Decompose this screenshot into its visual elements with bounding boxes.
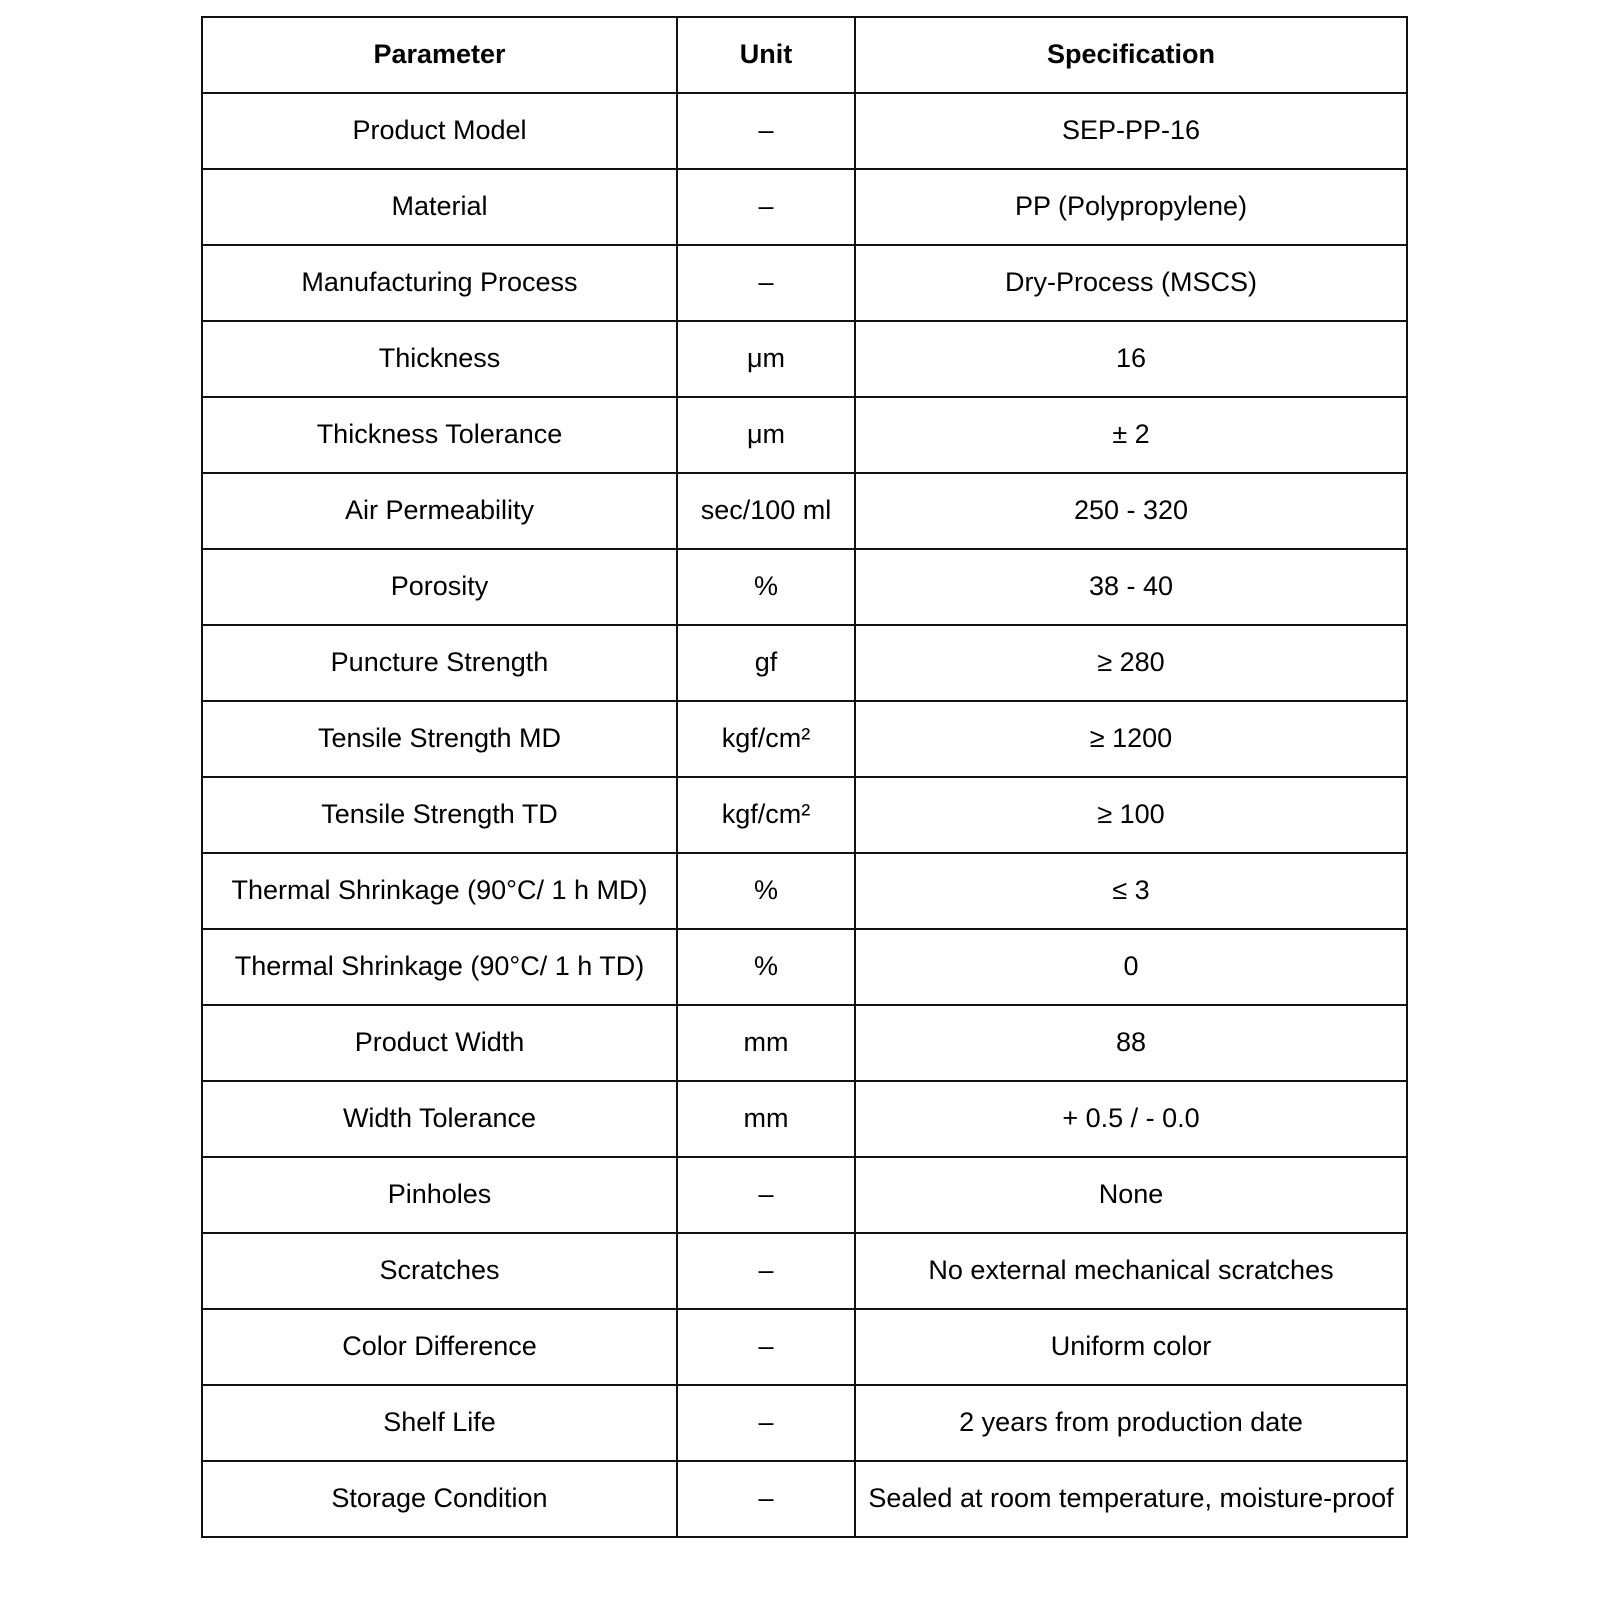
cell-unit: sec/100 ml <box>677 473 855 549</box>
cell-specification: ± 2 <box>855 397 1407 473</box>
table-row <box>202 321 1407 397</box>
header-unit: Unit <box>677 17 855 93</box>
cell-parameter: Width Tolerance <box>202 1081 677 1157</box>
table-row <box>202 1309 1407 1385</box>
table-row <box>202 1233 1407 1309</box>
cell-parameter: Product Width <box>202 1005 677 1081</box>
cell-unit: % <box>677 929 855 1005</box>
header-parameter: Parameter <box>202 17 677 93</box>
cell-parameter: Storage Condition <box>202 1461 677 1537</box>
cell-parameter: Porosity <box>202 549 677 625</box>
cell-unit: – <box>677 1157 855 1233</box>
table-row <box>202 701 1407 777</box>
cell-parameter: Thickness <box>202 321 677 397</box>
table-row <box>202 549 1407 625</box>
cell-unit: μm <box>677 397 855 473</box>
table-row <box>202 1461 1407 1537</box>
cell-parameter: Tensile Strength TD <box>202 777 677 853</box>
cell-specification: 88 <box>855 1005 1407 1081</box>
cell-unit: kgf/cm² <box>677 777 855 853</box>
cell-unit: mm <box>677 1081 855 1157</box>
cell-specification: No external mechanical scratches <box>855 1233 1407 1309</box>
header-row <box>202 17 1407 93</box>
cell-parameter: Manufacturing Process <box>202 245 677 321</box>
cell-parameter: Thermal Shrinkage (90°C/ 1 h TD) <box>202 929 677 1005</box>
cell-specification: + 0.5 / - 0.0 <box>855 1081 1407 1157</box>
cell-specification: ≥ 280 <box>855 625 1407 701</box>
cell-parameter: Tensile Strength MD <box>202 701 677 777</box>
specification-table <box>201 16 1408 1538</box>
cell-specification: 250 - 320 <box>855 473 1407 549</box>
cell-unit: – <box>677 1233 855 1309</box>
cell-unit: – <box>677 1461 855 1537</box>
cell-unit: – <box>677 245 855 321</box>
cell-parameter: Material <box>202 169 677 245</box>
table-row <box>202 777 1407 853</box>
table-row <box>202 245 1407 321</box>
cell-parameter: Scratches <box>202 1233 677 1309</box>
table-row <box>202 1005 1407 1081</box>
cell-unit: – <box>677 169 855 245</box>
cell-parameter: Puncture Strength <box>202 625 677 701</box>
table-row <box>202 93 1407 169</box>
table-row <box>202 1157 1407 1233</box>
cell-unit: kgf/cm² <box>677 701 855 777</box>
table-row <box>202 1081 1407 1157</box>
cell-parameter: Air Permeability <box>202 473 677 549</box>
cell-unit: mm <box>677 1005 855 1081</box>
table-row <box>202 625 1407 701</box>
table-row <box>202 853 1407 929</box>
cell-specification: ≥ 1200 <box>855 701 1407 777</box>
table-row <box>202 929 1407 1005</box>
cell-unit: – <box>677 93 855 169</box>
table-header <box>202 17 1407 93</box>
cell-specification: PP (Polypropylene) <box>855 169 1407 245</box>
table-body <box>202 93 1407 1537</box>
cell-specification: Uniform color <box>855 1309 1407 1385</box>
cell-unit: % <box>677 549 855 625</box>
cell-parameter: Color Difference <box>202 1309 677 1385</box>
table-row <box>202 397 1407 473</box>
cell-specification: 2 years from production date <box>855 1385 1407 1461</box>
header-specification: Specification <box>855 17 1407 93</box>
cell-specification: 16 <box>855 321 1407 397</box>
cell-specification: None <box>855 1157 1407 1233</box>
table-row <box>202 169 1407 245</box>
cell-specification: 0 <box>855 929 1407 1005</box>
cell-specification: SEP-PP-16 <box>855 93 1407 169</box>
cell-unit: – <box>677 1385 855 1461</box>
cell-parameter: Thermal Shrinkage (90°C/ 1 h MD) <box>202 853 677 929</box>
cell-unit: gf <box>677 625 855 701</box>
cell-parameter: Product Model <box>202 93 677 169</box>
cell-unit: % <box>677 853 855 929</box>
cell-unit: μm <box>677 321 855 397</box>
cell-specification: ≤ 3 <box>855 853 1407 929</box>
cell-parameter: Pinholes <box>202 1157 677 1233</box>
cell-unit: – <box>677 1309 855 1385</box>
cell-parameter: Shelf Life <box>202 1385 677 1461</box>
cell-specification: 38 - 40 <box>855 549 1407 625</box>
table-row <box>202 473 1407 549</box>
cell-specification: ≥ 100 <box>855 777 1407 853</box>
table-row <box>202 1385 1407 1461</box>
cell-specification: Sealed at room temperature, moisture-proof <box>855 1461 1407 1537</box>
cell-specification: Dry-Process (MSCS) <box>855 245 1407 321</box>
cell-parameter: Thickness Tolerance <box>202 397 677 473</box>
